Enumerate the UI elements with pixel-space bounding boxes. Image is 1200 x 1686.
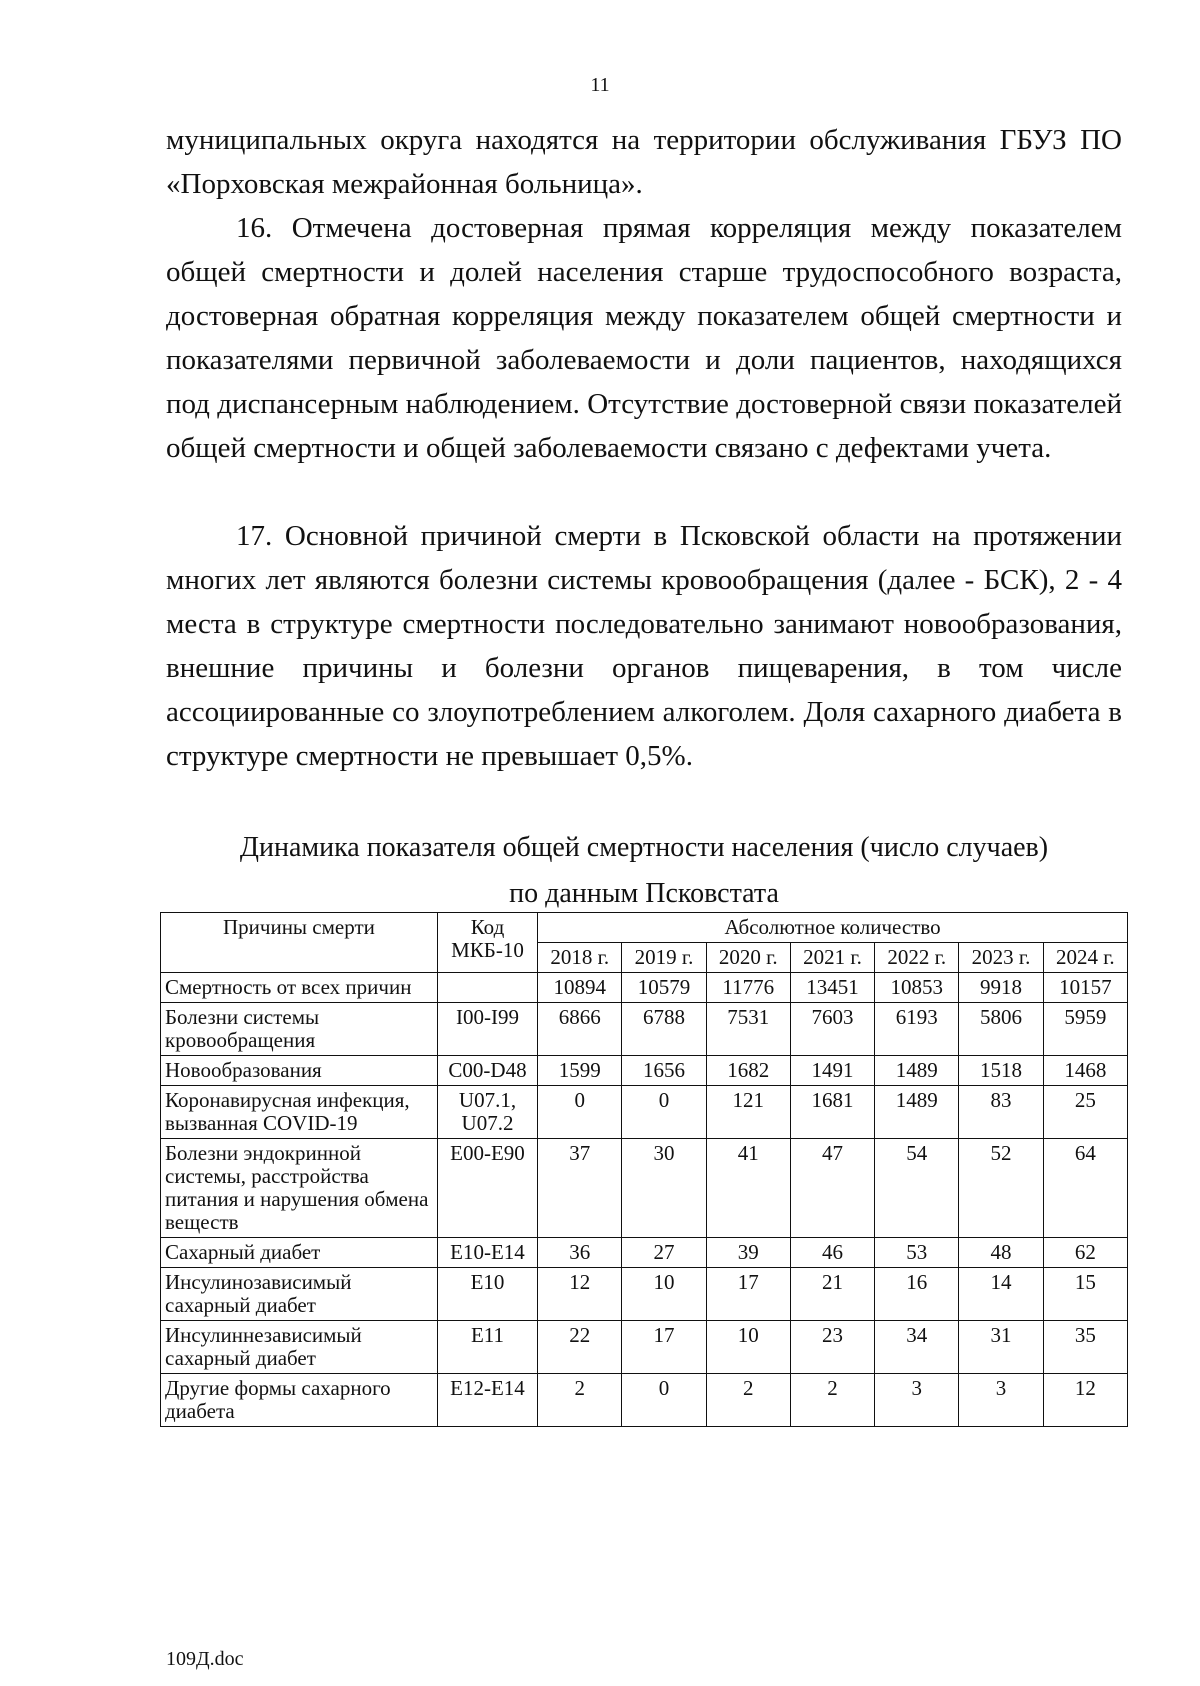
- cell-value: 1599: [538, 1056, 622, 1086]
- cell-cause: Коронавирусная инфекция, вызванная COVID-19: [161, 1086, 438, 1139]
- cell-code: E10-E14: [437, 1238, 537, 1268]
- cell-cause: Сахарный диабет: [161, 1238, 438, 1268]
- cell-value: 12: [538, 1268, 622, 1321]
- cell-code: E00-E90: [437, 1139, 537, 1238]
- header-year: 2019 г.: [622, 943, 706, 973]
- cell-value: 10894: [538, 973, 622, 1003]
- cell-value: 10853: [875, 973, 959, 1003]
- cell-code: U07.1, U07.2: [437, 1086, 537, 1139]
- cell-value: 23: [790, 1321, 874, 1374]
- cell-value: 0: [622, 1374, 706, 1427]
- cell-value: 5806: [959, 1003, 1043, 1056]
- cell-value: 12: [1043, 1374, 1127, 1427]
- cell-value: 48: [959, 1238, 1043, 1268]
- cell-value: 21: [790, 1268, 874, 1321]
- cell-value: 9918: [959, 973, 1043, 1003]
- cell-value: 37: [538, 1139, 622, 1238]
- cell-value: 35: [1043, 1321, 1127, 1374]
- table-caption-line-1: Динамика показателя общей смертности населения (число случаев): [239, 832, 1049, 863]
- header-year: 2022 г.: [875, 943, 959, 973]
- cell-value: 7531: [706, 1003, 790, 1056]
- table-body: [161, 973, 1128, 1427]
- cell-value: 46: [790, 1238, 874, 1268]
- cell-value: 83: [959, 1086, 1043, 1139]
- cell-value: 1682: [706, 1056, 790, 1086]
- cell-value: 0: [622, 1086, 706, 1139]
- header-year: 2018 г.: [538, 943, 622, 973]
- cell-value: 16: [875, 1268, 959, 1321]
- cell-value: 121: [706, 1086, 790, 1139]
- table-row: [161, 1003, 1128, 1056]
- table-caption: [166, 825, 1122, 917]
- cell-value: 3: [959, 1374, 1043, 1427]
- cell-value: 17: [706, 1268, 790, 1321]
- header-absolute-count: Абсолютное количество: [538, 913, 1128, 943]
- table-row: [161, 1086, 1128, 1139]
- cell-cause: Другие формы сахарного диабета: [161, 1374, 438, 1427]
- header-year: 2020 г.: [706, 943, 790, 973]
- table-row: [161, 973, 1128, 1003]
- paragraph-1: муниципальных округа находятся на территории обслуживания ГБУЗ ПО «Порховская межрайонная больница».: [166, 124, 1122, 200]
- cell-value: 7603: [790, 1003, 874, 1056]
- cell-value: 1656: [622, 1056, 706, 1086]
- header-code: Код МКБ-10: [437, 913, 537, 973]
- cell-value: 3: [875, 1374, 959, 1427]
- cell-value: 15: [1043, 1268, 1127, 1321]
- cell-value: 31: [959, 1321, 1043, 1374]
- cell-value: 53: [875, 1238, 959, 1268]
- cell-value: 6866: [538, 1003, 622, 1056]
- cell-value: 11776: [706, 973, 790, 1003]
- header-year: 2024 г.: [1043, 943, 1127, 973]
- table-row: [161, 1238, 1128, 1268]
- table-row: [161, 1374, 1128, 1427]
- cell-value: 41: [706, 1139, 790, 1238]
- cell-value: 34: [875, 1321, 959, 1374]
- header-year: 2021 г.: [790, 943, 874, 973]
- cell-value: 52: [959, 1139, 1043, 1238]
- cell-cause: Болезни системы кровообращения: [161, 1003, 438, 1056]
- table-row: [161, 1056, 1128, 1086]
- cell-value: 1489: [875, 1056, 959, 1086]
- page-number: 11: [590, 74, 610, 96]
- mortality-table: [160, 912, 1128, 1427]
- cell-value: 27: [622, 1238, 706, 1268]
- header-year: 2023 г.: [959, 943, 1043, 973]
- cell-cause: Болезни эндокринной системы, расстройства питания и нарушения обмена веществ: [161, 1139, 438, 1238]
- cell-value: 64: [1043, 1139, 1127, 1238]
- cell-code: [437, 973, 537, 1003]
- cell-value: 14: [959, 1268, 1043, 1321]
- cell-value: 1468: [1043, 1056, 1127, 1086]
- cell-value: 1681: [790, 1086, 874, 1139]
- cell-value: 2: [706, 1374, 790, 1427]
- cell-value: 5959: [1043, 1003, 1127, 1056]
- cell-value: 2: [790, 1374, 874, 1427]
- cell-value: 47: [790, 1139, 874, 1238]
- cell-value: 54: [875, 1139, 959, 1238]
- cell-value: 1491: [790, 1056, 874, 1086]
- cell-value: 10579: [622, 973, 706, 1003]
- cell-cause: Инсулинозависимый сахарный диабет: [161, 1268, 438, 1321]
- table-row: [161, 1321, 1128, 1374]
- cell-value: 39: [706, 1238, 790, 1268]
- header-cause: Причины смерти: [161, 913, 438, 973]
- table-row: [161, 1268, 1128, 1321]
- paragraph-17: 17. Основной причиной смерти в Псковской области на протяжении многих лет являются болезни системы кровообращения (далее - БСК), 2 - 4 места в структуре смертности последовательно занимают новообразования, внешние причины и болезни органов пищеварения, в том числе ассоциированные со злоупотреблением алкоголем. Доля сахарного диабета в структуре смертности не превышает 0,5%.: [166, 520, 1122, 772]
- cell-value: 1518: [959, 1056, 1043, 1086]
- cell-value: 10157: [1043, 973, 1127, 1003]
- cell-value: 36: [538, 1238, 622, 1268]
- cell-value: 62: [1043, 1238, 1127, 1268]
- cell-cause: Смертность от всех причин: [161, 973, 438, 1003]
- cell-value: 25: [1043, 1086, 1127, 1139]
- cell-value: 10: [706, 1321, 790, 1374]
- paragraph-16: 16. Отмечена достоверная прямая корреляция между показателем общей смертности и долей населения старше трудоспособного возраста, достоверная обратная корреляция между показателем общей смертности и показателями первичной заболеваемости и доли пациентов, находящихся под диспансерным наблюдением. Отсутствие достоверной связи показателей общей смертности и общей заболеваемости связано с дефектами учета.: [166, 212, 1122, 464]
- document-footer: 109Д.doc: [166, 1648, 244, 1670]
- cell-value: 0: [538, 1086, 622, 1139]
- cell-value: 1489: [875, 1086, 959, 1139]
- cell-value: 22: [538, 1321, 622, 1374]
- table-header-row: [161, 913, 1128, 943]
- cell-value: 10: [622, 1268, 706, 1321]
- cell-value: 13451: [790, 973, 874, 1003]
- cell-value: 17: [622, 1321, 706, 1374]
- cell-code: I00-I99: [437, 1003, 537, 1056]
- cell-value: 6193: [875, 1003, 959, 1056]
- table-caption-line-2: по данным Псковстата: [509, 878, 779, 909]
- cell-cause: Новообразования: [161, 1056, 438, 1086]
- cell-code: E12-E14: [437, 1374, 537, 1427]
- cell-value: 2: [538, 1374, 622, 1427]
- table-row: [161, 1139, 1128, 1238]
- cell-value: 30: [622, 1139, 706, 1238]
- cell-code: C00-D48: [437, 1056, 537, 1086]
- cell-cause: Инсулиннезависимый сахарный диабет: [161, 1321, 438, 1374]
- cell-value: 6788: [622, 1003, 706, 1056]
- cell-code: E11: [437, 1321, 537, 1374]
- cell-code: E10: [437, 1268, 537, 1321]
